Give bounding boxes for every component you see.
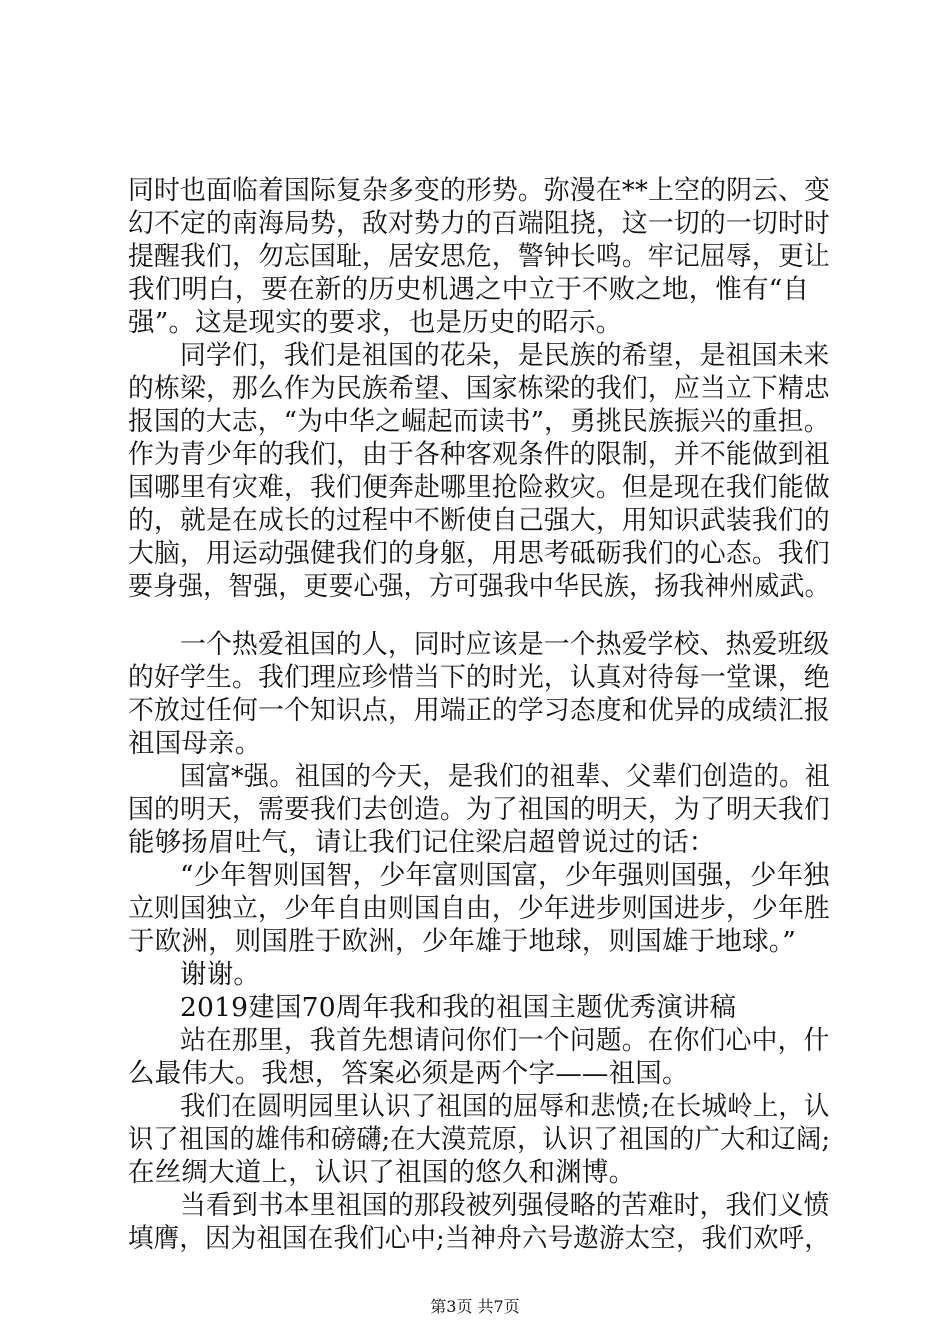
text-line: 的好学生。我们理应珍惜当下的时光，认真对待每一堂课，绝 [128,662,830,693]
text-line: 作为青少年的我们，由于各种客观条件的限制，并不能做到祖 [128,439,830,470]
page-footer: 第3页 共7页 [430,1297,520,1316]
text-line: 不放过任何一个知识点，用端正的学习态度和优异的成绩汇报 [128,695,830,726]
text-line: 要身强，智强，更要心强，方可强我中华民族，扬我神州威武。 [128,571,830,602]
text-line: 的，就是在成长的过程中不断使自己强大，用知识武装我们的 [128,505,830,536]
text-line: 国富*强。祖国的今天，是我们的祖辈、父辈们创造的。祖 [180,761,830,792]
text-line: 同时也面临着国际复杂多变的形势。弥漫在**上空的阴云、变 [128,175,831,206]
text-line: 国哪里有灾难，我们便奔赴哪里抢险救灾。但是现在我们能做 [128,472,830,503]
text-line: 大脑，用运动强健我们的身躯，用思考砥砺我们的心态。我们 [128,538,830,569]
text-line: 谢谢。 [180,959,261,990]
text-line: 于欧洲，则国胜于欧洲，少年雄于地球，则国雄于地球。” [128,926,796,957]
text-line: 的栋梁，那么作为民族希望、国家栋梁的我们，应当立下精忠 [128,373,830,404]
text-line: 我们明白，要在新的历史机遇之中立于不败之地，惟有“自 [128,274,810,305]
text-line: 立则国独立，少年自由则国自由，少年进步则国进步，少年胜 [128,893,830,924]
text-line: 当看到书本里祖国的那段被列强侵略的苦难时，我们义愤 [180,1190,830,1221]
text-line: 报国的大志，“为中华之崛起而读书”，勇挑民族振兴的重担。 [128,406,830,437]
text-line: 一个热爱祖国的人，同时应该是一个热爱学校、热爱班级 [180,629,830,660]
text-line: 强”。这是现实的要求，也是历史的昭示。 [128,307,623,338]
text-line: 国的明天，需要我们去创造。为了祖国的明天，为了明天我们 [128,794,830,825]
text-line: 幻不定的南海局势，敌对势力的百端阻挠，这一切的一切时时 [128,208,830,239]
text-line: 同学们，我们是祖国的花朵，是民族的希望，是祖国未来 [180,340,830,371]
text-line: 能够扬眉吐气，请让我们记住梁启超曾说过的话： [128,827,716,858]
text-line: 提醒我们，勿忘国耻，居安思危，警钟长鸣。牢记屈辱，更让 [128,241,830,272]
text-line: 祖国母亲。 [128,728,262,759]
text-line: 在丝绸大道上，认识了祖国的悠久和渊博。 [128,1157,636,1188]
text-line: “少年智则国智，少年富则国富，少年强则国强，少年独 [180,860,830,891]
text-line: 识了祖国的雄伟和磅礴;在大漠荒原，认识了祖国的广大和辽阔; [128,1124,831,1155]
text-line: 填膺，因为祖国在我们心中;当神舟六号遨游太空，我们欢呼， [128,1223,830,1254]
text-line: 么最伟大。我想，答案必须是两个字——祖国。 [128,1058,689,1089]
text-line: 我们在圆明园里认识了祖国的屈辱和悲愤;在长城岭上，认 [180,1091,830,1122]
text-line: 站在那里，我首先想请问你们一个问题。在你们心中，什 [180,1025,830,1056]
section-title: 2019建国70周年我和我的祖国主题优秀演讲稿 [180,992,737,1023]
